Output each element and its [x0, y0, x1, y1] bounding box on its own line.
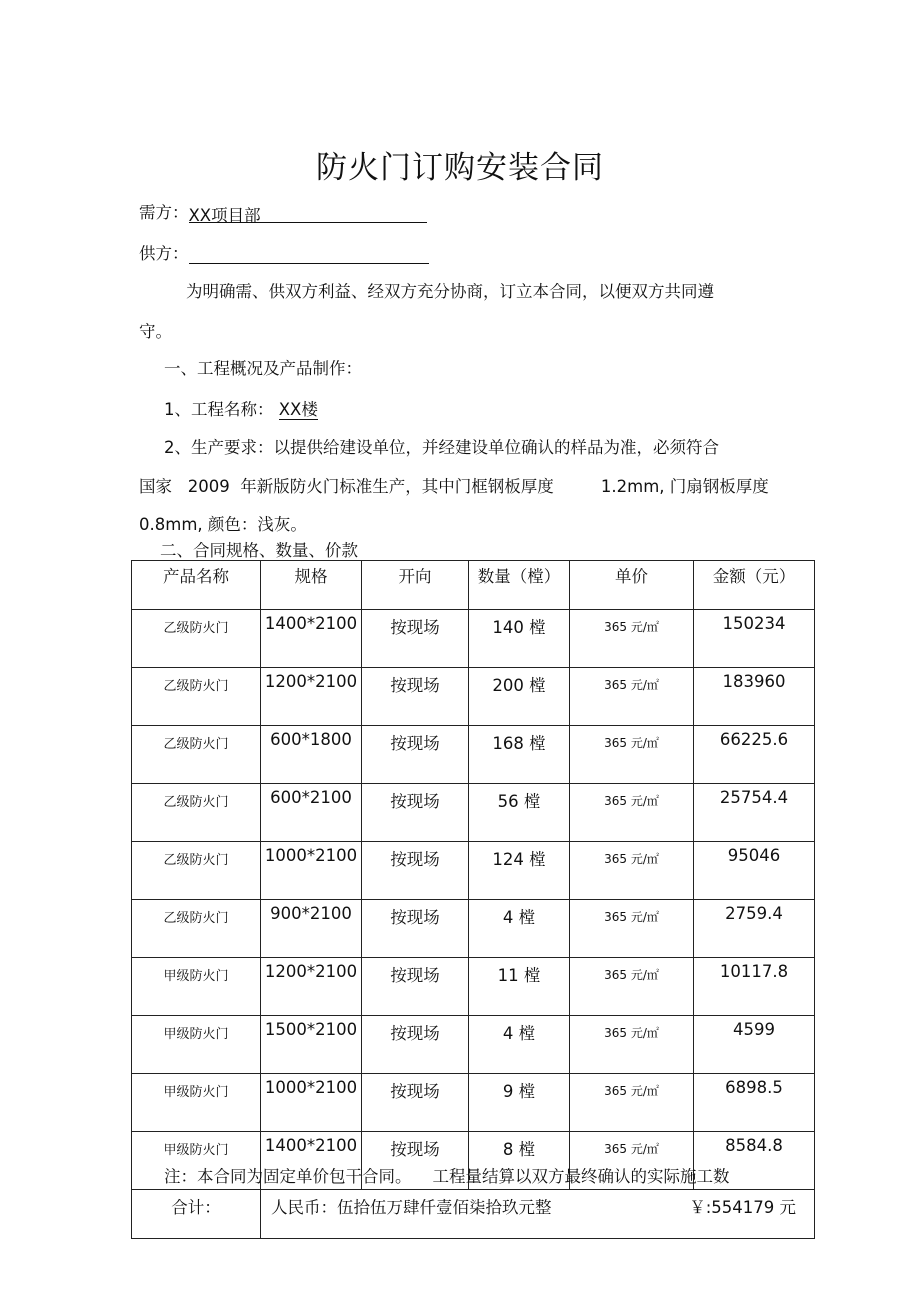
cell-quantity: 168 樘 — [469, 726, 570, 784]
cell-amount: 150234 — [694, 610, 815, 668]
intro-line-1: 为明确需、供双方利益、经双方充分协商，订立本合同，以便双方共同遵 — [186, 282, 714, 301]
cell-quantity: 8 樘 — [469, 1132, 570, 1190]
item1-label: 1、工程名称： — [164, 400, 274, 419]
header-spec: 规格 — [261, 561, 362, 610]
cell-direction: 按现场 — [362, 610, 469, 668]
cell-product: 乙级防火门 — [132, 900, 261, 958]
total-label: 合计： — [132, 1190, 261, 1239]
cell-direction: 按现场 — [362, 668, 469, 726]
table-row — [132, 842, 815, 900]
cell-amount: 66225.6 — [694, 726, 815, 784]
table-row — [132, 1074, 815, 1132]
cell-spec: 600*2100 — [261, 784, 362, 842]
item2-line-2: 国家 2009 年新版防火门标准生产，其中门框钢板厚度 1.2mm, 门扇钢板厚度 — [139, 477, 769, 496]
cell-amount: 4599 — [694, 1016, 815, 1074]
note-line: 注：本合同为固定单价包干合同。 工程量结算以双方最终确认的实际施工数 — [164, 1167, 730, 1186]
supplier-label: 供方： — [139, 244, 189, 263]
cell-quantity: 124 樘 — [469, 842, 570, 900]
cell-spec: 900*2100 — [261, 900, 362, 958]
cell-quantity: 9 樘 — [469, 1074, 570, 1132]
cell-unit-price: 365 元/㎡ — [570, 726, 694, 784]
table-row — [132, 784, 815, 842]
cell-product: 甲级防火门 — [132, 1016, 261, 1074]
total-words: 人民币：伍拾伍万肆仟壹佰柒拾玖元整 — [271, 1198, 552, 1217]
cell-spec: 1400*2100 — [261, 610, 362, 668]
table-row — [132, 726, 815, 784]
table-row — [132, 610, 815, 668]
buyer-line — [139, 199, 427, 223]
cell-product: 甲级防火门 — [132, 1132, 261, 1190]
cell-direction: 按现场 — [362, 900, 469, 958]
cell-amount: 2759.4 — [694, 900, 815, 958]
buyer-value: XX项目部 — [188, 206, 261, 225]
cell-amount: 183960 — [694, 668, 815, 726]
cell-unit-price: 365 元/㎡ — [570, 1132, 694, 1190]
header-amount: 金额（元） — [694, 561, 815, 610]
item1-value: XX楼 — [278, 400, 318, 419]
cell-unit-price: 365 元/㎡ — [570, 842, 694, 900]
cell-product: 乙级防火门 — [132, 726, 261, 784]
supplier-field — [189, 243, 429, 264]
cell-product: 乙级防火门 — [132, 610, 261, 668]
cell-unit-price: 365 元/㎡ — [570, 1074, 694, 1132]
contract-table — [131, 560, 815, 1239]
cell-amount: 95046 — [694, 842, 815, 900]
cell-quantity: 200 樘 — [469, 668, 570, 726]
contract-title: 防火门订购安装合同 — [316, 150, 604, 186]
cell-unit-price: 365 元/㎡ — [570, 610, 694, 668]
cell-unit-price: 365 元/㎡ — [570, 784, 694, 842]
cell-amount: 8584.8 — [694, 1132, 815, 1190]
table-body — [132, 610, 815, 1190]
cell-amount: 6898.5 — [694, 1074, 815, 1132]
cell-direction: 按现场 — [362, 784, 469, 842]
intro-line-2: 守。 — [139, 322, 172, 341]
cell-product: 乙级防火门 — [132, 842, 261, 900]
header-unit-price: 单价 — [570, 561, 694, 610]
item2-line-3: 0.8mm, 颜色：浅灰。 — [139, 515, 307, 534]
cell-direction: 按现场 — [362, 1132, 469, 1190]
cell-product: 甲级防火门 — [132, 1074, 261, 1132]
cell-unit-price: 365 元/㎡ — [570, 1016, 694, 1074]
cell-direction: 按现场 — [362, 1016, 469, 1074]
cell-quantity: 4 樘 — [469, 1016, 570, 1074]
buyer-label: 需方： — [139, 203, 189, 222]
section2-heading: 二、合同规格、数量、价款 — [160, 541, 358, 560]
total-row — [132, 1190, 815, 1239]
cell-spec: 1200*2100 — [261, 958, 362, 1016]
buyer-field — [189, 202, 427, 223]
table-row — [132, 900, 815, 958]
cell-direction: 按现场 — [362, 958, 469, 1016]
cell-product: 乙级防火门 — [132, 784, 261, 842]
header-direction: 开向 — [362, 561, 469, 610]
cell-spec: 1000*2100 — [261, 842, 362, 900]
table-row — [132, 958, 815, 1016]
cell-quantity: 56 樘 — [469, 784, 570, 842]
cell-spec: 1000*2100 — [261, 1074, 362, 1132]
item1-line — [164, 396, 318, 420]
cell-product: 甲级防火门 — [132, 958, 261, 1016]
cell-spec: 1400*2100 — [261, 1132, 362, 1190]
cell-quantity: 11 樘 — [469, 958, 570, 1016]
cell-quantity: 140 樘 — [469, 610, 570, 668]
section1-heading: 一、工程概况及产品制作： — [164, 359, 362, 378]
cell-direction: 按现场 — [362, 842, 469, 900]
table-header-row — [132, 561, 815, 610]
cell-quantity: 4 樘 — [469, 900, 570, 958]
cell-amount: 10117.8 — [694, 958, 815, 1016]
supplier-line — [139, 240, 429, 264]
cell-product: 乙级防火门 — [132, 668, 261, 726]
item2-line-1: 2、生产要求：以提供给建设单位，并经建设单位确认的样品为准，必须符合 — [164, 438, 719, 457]
cell-unit-price: 365 元/㎡ — [570, 900, 694, 958]
header-quantity: 数量（樘） — [469, 561, 570, 610]
cell-direction: 按现场 — [362, 1074, 469, 1132]
cell-spec: 600*1800 — [261, 726, 362, 784]
cell-unit-price: 365 元/㎡ — [570, 958, 694, 1016]
cell-direction: 按现场 — [362, 726, 469, 784]
cell-spec: 1500*2100 — [261, 1016, 362, 1074]
total-amount: ￥:554179 元 — [689, 1198, 796, 1217]
table-row — [132, 1016, 815, 1074]
header-product: 产品名称 — [132, 561, 261, 610]
cell-unit-price: 365 元/㎡ — [570, 668, 694, 726]
cell-spec: 1200*2100 — [261, 668, 362, 726]
cell-amount: 25754.4 — [694, 784, 815, 842]
table-row — [132, 668, 815, 726]
total-cell — [261, 1190, 815, 1239]
